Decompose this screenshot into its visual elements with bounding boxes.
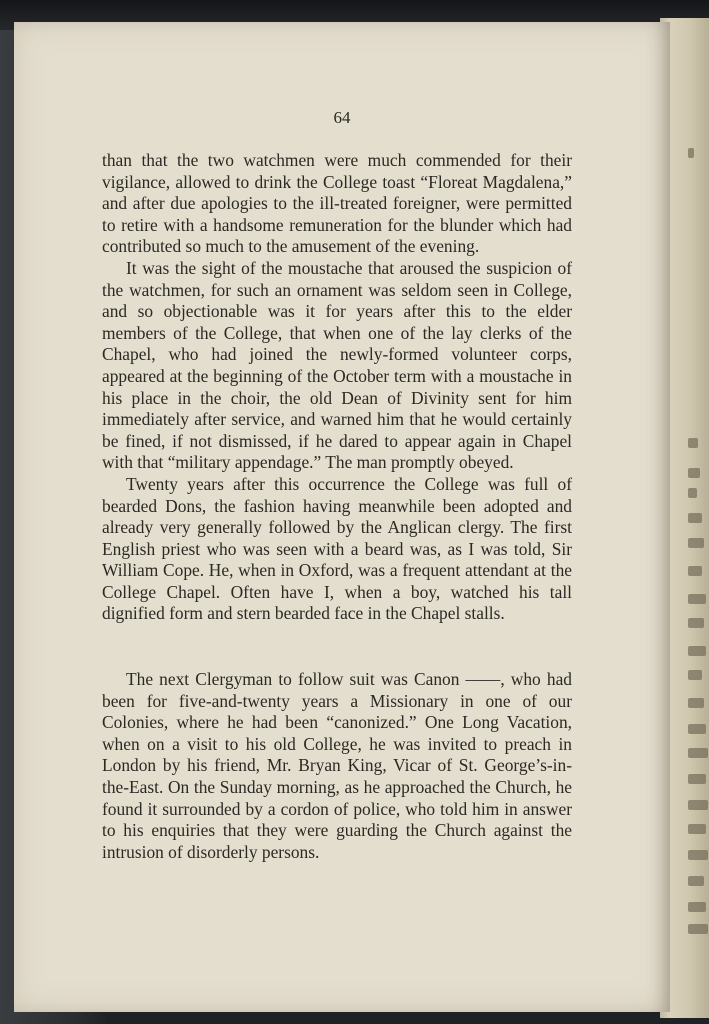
paragraph-2: It was the sight of the moustache that aroused the suspicion of the watchmen, for such an ornament was seldom seen in College, and so objectionable was it for years after this to the elder members of the College, that when one of the lay clerks of the Chapel, who had joined the newly-formed volunteer corps, appeared at the beginning of the October term with a moustache in his place in the choir, the old Dean of Divinity sent for him immediately after service, and warned him that he would certainly be fined, if not dismissed, if he dared to appear again in Chapel with that “military appendage.” The man promptly obeyed. [102,257,572,473]
page-text [102,150,572,863]
paragraph-1: than that the two watchmen were much commended for their vigilance, allowed to drink the College toast “Floreat Magdalena,” and after due apologies to the ill-treated foreigner, were permitted to retire with a handsome remuneration for the blunder which had contributed so much to the amusement of the evening. [102,150,572,257]
paragraph-3: Twenty years after this occurrence the College was full of bearded Dons, the fashion having meanwhile been adopted and already very generally followed by the Anglican clergy. The first English priest who was seen with a beard was, as I was told, Sir William Cope. He, when in Oxford, was a frequent attendant at the College Chapel. Often have I, when a boy, watched his tall dignified form and stern bearded face in the Chapel stalls. [102,473,572,624]
section-gap [102,625,572,669]
paragraph-4: The next Clergyman to follow suit was Canon ——, who had been for five-and-twenty years a Missionary in one of our Colonies, where he had been “canonized.” One Long Vacation, when on a visit to his old College, he was invited to preach in London by his friend, Mr. Bryan King, Vicar of St. George’s-in-the-East. On the Sunday morning, as he approached the Church, he found it surrounded by a cordon of police, who told him in answer to his enquiries that they were guarding the Church against the intrusion of disorderly persons. [102,669,572,862]
adjacent-page-text-bleed [688,18,709,1018]
book-page [14,22,670,1012]
page-number: 64 [333,108,351,127]
